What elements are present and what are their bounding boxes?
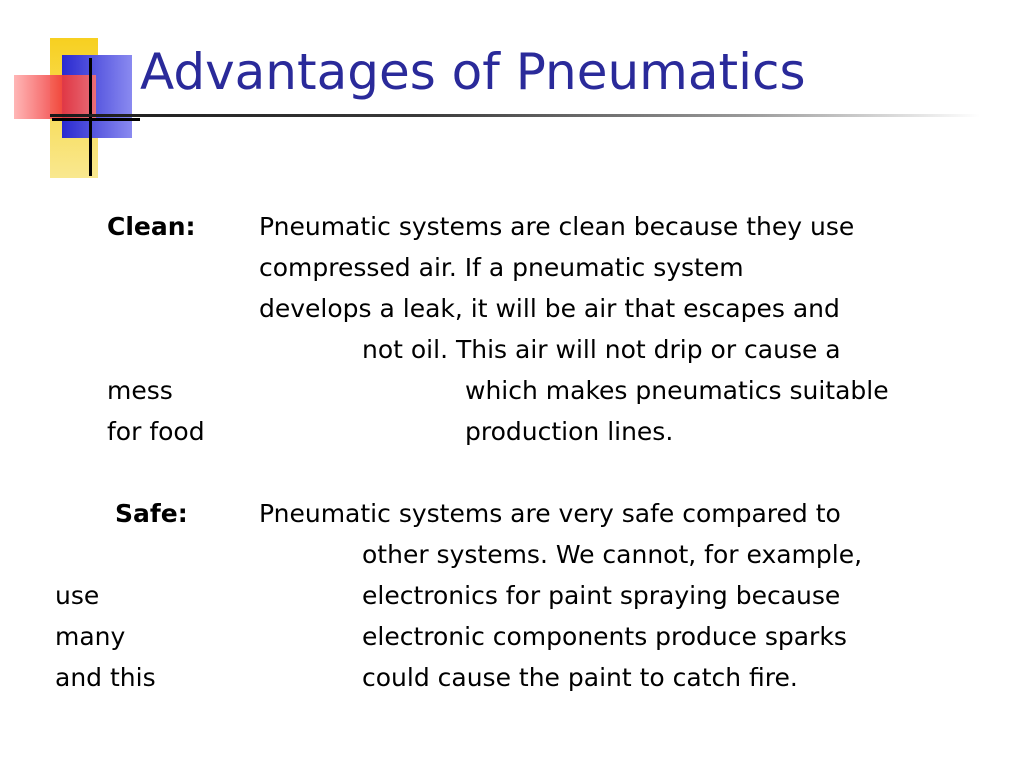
safe-text-line: and this bbox=[55, 663, 156, 692]
clean-text-line: production lines. bbox=[465, 417, 674, 446]
safe-text-line: electronics for paint spraying because bbox=[362, 581, 841, 610]
safe-text-line: could cause the paint to catch fire. bbox=[362, 663, 798, 692]
clean-text-line: mess bbox=[107, 376, 173, 405]
safe-text-line: use bbox=[55, 581, 100, 610]
slide-title: Advantages of Pneumatics bbox=[140, 43, 806, 101]
title-divider bbox=[50, 114, 980, 117]
clean-text-line: compressed air. If a pneumatic system bbox=[259, 253, 744, 282]
safe-text-line: Pneumatic systems are very safe compared to bbox=[259, 499, 841, 528]
safe-text-line: electronic components produce sparks bbox=[362, 622, 847, 651]
slide-logo-icon bbox=[0, 0, 140, 190]
clean-text-line: not oil. This air will not drip or cause a bbox=[362, 335, 841, 364]
clean-text-line: Pneumatic systems are clean because they use bbox=[259, 212, 855, 241]
safe-label: Safe: bbox=[115, 499, 188, 528]
clean-text-line: develops a leak, it will be air that escapes and bbox=[259, 294, 840, 323]
clean-label: Clean: bbox=[107, 212, 196, 241]
safe-text-line: other systems. We cannot, for example, bbox=[362, 540, 863, 569]
clean-text-line: which makes pneumatics suitable bbox=[465, 376, 889, 405]
clean-text-line: for food bbox=[107, 417, 205, 446]
safe-text-line: many bbox=[55, 622, 126, 651]
